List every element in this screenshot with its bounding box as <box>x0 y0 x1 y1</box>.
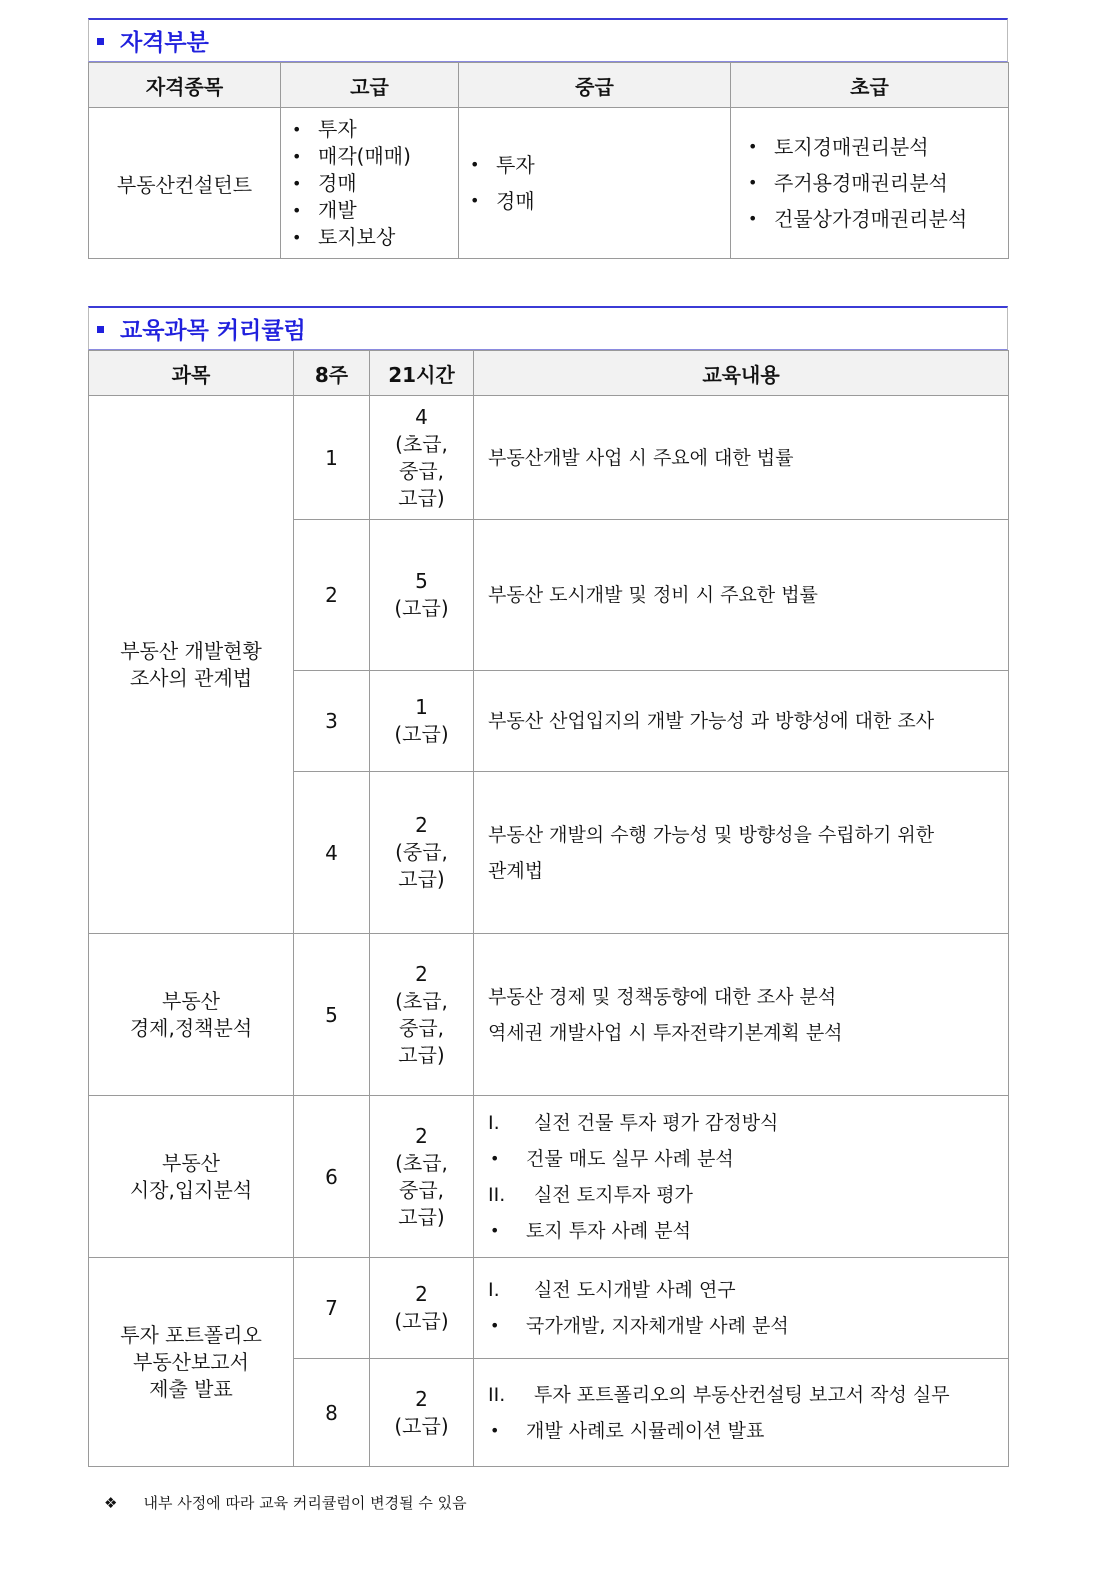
content-cell: 부동산 도시개발 및 정비 시 주요한 법률 <box>474 520 1009 671</box>
qualification-name: 부동산컨설턴트 <box>89 108 281 259</box>
subject-line: 조사의 관계법 <box>129 665 253 690</box>
list-item: • 건물 매도 실무 사례 분석 <box>490 1147 734 1170</box>
header-content: 교육내용 <box>474 351 1009 396</box>
list-item: I. 실전 도시개발 사례 연구 <box>488 1279 736 1301</box>
footnote-text: 내부 사정에 따라 교육 커리큘럼이 변경될 수 있음 <box>143 1494 467 1512</box>
curriculum-table <box>88 350 1009 1467</box>
subject-line: 투자 포트폴리오 <box>120 1322 262 1347</box>
hours-cell: 4 (초급, 중급, 고급) <box>370 396 474 520</box>
curriculum-title: 교육과목 커리큘럼 <box>88 306 1008 350</box>
list-item: • 토지경매권리분석 <box>774 129 1007 165</box>
content-cell <box>474 1258 1009 1359</box>
week-cell: 8 <box>294 1359 370 1467</box>
hours-cell: 5 (고급) <box>370 520 474 671</box>
header-subject: 과목 <box>89 351 294 396</box>
diamond-bullet-icon: ❖ <box>104 1493 118 1512</box>
week-cell: 3 <box>294 671 370 772</box>
list-item: • 주거용경매권리분석 <box>774 165 1007 201</box>
qualification-row <box>89 108 1009 259</box>
header-weeks: 8주 <box>294 351 370 396</box>
footnote <box>104 1492 467 1513</box>
list-item: • 국가개발, 지자체개발 사례 분석 <box>490 1315 789 1337</box>
hours-cell: 2 (중급, 고급) <box>370 772 474 934</box>
hours-cell: 2 (고급) <box>370 1359 474 1467</box>
subject-line: 부동산 개발현황 <box>120 638 262 663</box>
list-item: II. 실전 토지투자 평가 <box>488 1183 693 1206</box>
list-item: II. 투자 포트폴리오의 부동산컨설팅 보고서 작성 실무 <box>488 1383 950 1406</box>
subject-line: 부동산 <box>162 1150 220 1175</box>
table-row <box>89 396 1009 520</box>
week-cell: 5 <box>294 934 370 1096</box>
week-cell: 7 <box>294 1258 370 1359</box>
intermediate-cell <box>459 108 731 259</box>
list-item: • 투자 <box>496 147 729 183</box>
content-cell: 부동산 개발의 수행 가능성 및 방향성을 수립하기 위한 관계법 <box>474 772 1009 934</box>
week-cell: 6 <box>294 1096 370 1258</box>
subject-line: 시장,입지분석 <box>129 1177 253 1202</box>
list-item: I. 실전 건물 투자 평가 감정방식 <box>488 1111 779 1134</box>
curriculum-header-row <box>89 351 1009 396</box>
list-item: • 투자 <box>318 116 457 143</box>
subject-cell <box>89 1096 294 1258</box>
header-advanced: 고급 <box>281 63 459 108</box>
qualification-title: 자격부분 <box>88 18 1008 62</box>
list-item: • 경매 <box>318 170 457 197</box>
qualification-table <box>88 62 1009 259</box>
table-row <box>89 1258 1009 1359</box>
hours-cell: 2 (초급, 중급, 고급) <box>370 1096 474 1258</box>
table-row <box>89 1096 1009 1258</box>
header-beginner: 초급 <box>731 63 1009 108</box>
table-row <box>89 934 1009 1096</box>
list-item: • 경매 <box>496 183 729 219</box>
subject-line: 부동산보고서 <box>133 1349 249 1374</box>
subject-cell <box>89 934 294 1096</box>
list-item: • 개발 <box>318 197 457 224</box>
subject-line: 경제,정책분석 <box>129 1015 253 1040</box>
week-cell: 1 <box>294 396 370 520</box>
header-hours: 21시간 <box>370 351 474 396</box>
list-item: • 토지보상 <box>318 224 457 251</box>
week-cell: 4 <box>294 772 370 934</box>
beginner-cell <box>731 108 1009 259</box>
subject-cell <box>89 396 294 934</box>
hours-cell: 1 (고급) <box>370 671 474 772</box>
square-bullet-icon <box>97 326 104 333</box>
content-cell <box>474 1096 1009 1258</box>
advanced-cell <box>281 108 459 259</box>
qualification-section <box>88 18 1008 259</box>
qualification-header-row <box>89 63 1009 108</box>
header-intermediate: 중급 <box>459 63 731 108</box>
content-cell <box>474 1359 1009 1467</box>
week-cell: 2 <box>294 520 370 671</box>
hours-cell: 2 (고급) <box>370 1258 474 1359</box>
list-item: • 토지 투자 사례 분석 <box>490 1219 691 1242</box>
subject-cell <box>89 1258 294 1467</box>
content-cell: 부동산 경제 및 정책동향에 대한 조사 분석 역세권 개발사업 시 투자전략기본계획 분석 <box>474 934 1009 1096</box>
subject-line: 제출 발표 <box>149 1376 233 1401</box>
square-bullet-icon <box>97 38 104 45</box>
list-item: • 매각(매매) <box>318 143 457 170</box>
list-item: • 개발 사례로 시뮬레이션 발표 <box>490 1419 765 1442</box>
subject-line: 부동산 <box>162 988 220 1013</box>
curriculum-section <box>88 306 1008 1467</box>
hours-cell: 2 (초급, 중급, 고급) <box>370 934 474 1096</box>
content-cell: 부동산개발 사업 시 주요에 대한 법률 <box>474 396 1009 520</box>
header-qualification-item: 자격종목 <box>89 63 281 108</box>
content-cell: 부동산 산업입지의 개발 가능성 과 방향성에 대한 조사 <box>474 671 1009 772</box>
list-item: • 건물상가경매권리분석 <box>774 201 1007 237</box>
